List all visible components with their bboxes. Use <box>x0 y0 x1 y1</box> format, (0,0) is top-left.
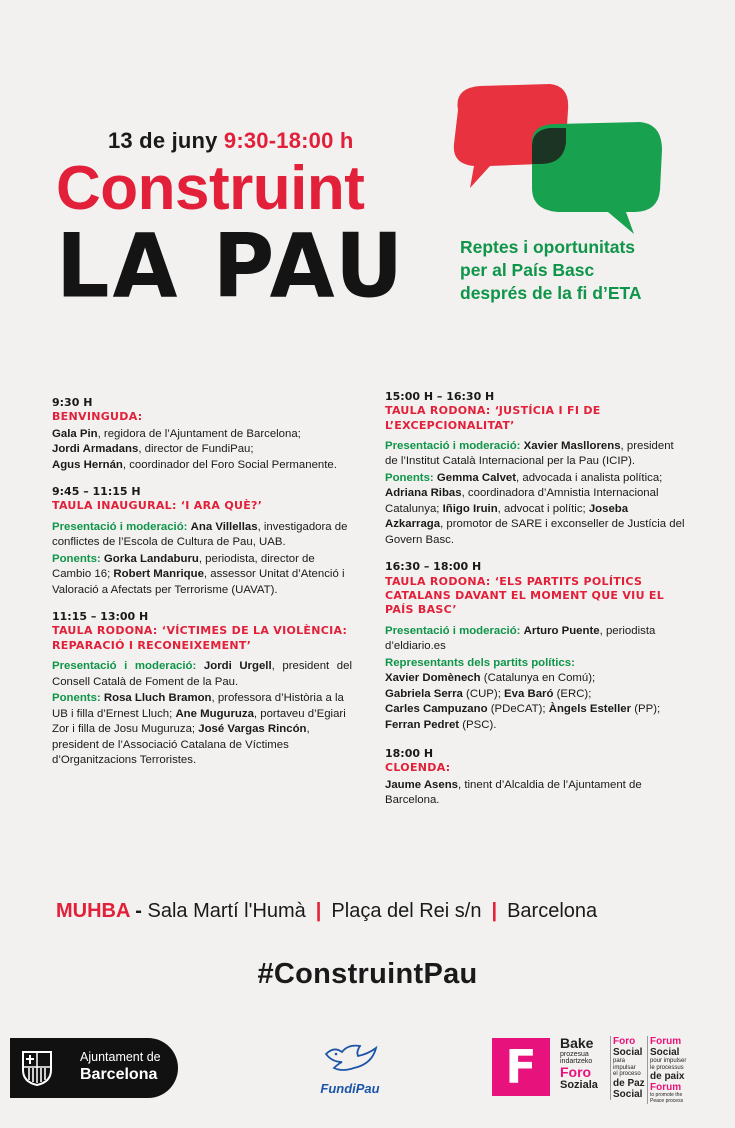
fundipau-logo <box>305 1040 395 1100</box>
venue-room: Sala Martí l'Humà <box>147 900 306 922</box>
title-la-pau: LA PAU <box>56 214 407 318</box>
date-text: 13 de juny <box>108 128 218 153</box>
venue-separator: | <box>491 900 498 922</box>
session-heading: TAULA INAUGURAL: ‘I ARA QUÈ?’ <box>52 499 263 513</box>
barcelona-shield-icon <box>20 1050 54 1086</box>
session-time: 16:30 – 18:00 H <box>385 560 482 574</box>
venue-name: MUHBA <box>56 900 130 922</box>
speaker-line: Gala Pin, regidora de l’Ajuntament de Barcelona; <box>52 427 301 440</box>
session-heading: TAULA RODONA: ‘ELS PARTITS POLÍTICS CATALANS DAVANT EL MOMENT QUE VIU EL PAÍS BASC’ <box>385 574 665 617</box>
speaker-line: Agus Hernán, coordinador del Foro Social Permanente. <box>52 458 337 471</box>
session-parties <box>385 560 685 733</box>
event-date <box>108 128 353 154</box>
venue-address: Plaça del Rei s/n <box>331 900 482 922</box>
party-line: Carles Campuzano (PDeCAT); Àngels Esteller (PP); <box>385 703 661 716</box>
foro-french-english: Forum Social pour impulser le processus de paix Forum to promote the Peace process <box>647 1036 693 1104</box>
session-time: 18:00 H <box>385 747 434 761</box>
ajuntament-line1: Ajuntament de <box>80 1050 161 1064</box>
venue-dash: - <box>129 900 148 922</box>
parties-label: Representants dels partits polítics: <box>385 656 575 669</box>
session-heading: BENVINGUDA: <box>52 410 143 424</box>
venue-separator: | <box>315 900 322 922</box>
session-time: 15:00 H – 16:30 H <box>385 390 495 403</box>
program-left-column <box>52 396 352 781</box>
party-line: Gabriela Serra (CUP); Eva Baró (ERC); <box>385 687 592 700</box>
session-justice <box>385 390 685 548</box>
session-inaugural <box>52 485 352 598</box>
moderation: Presentació i moderació: Jordi Urgell, president del Consell Català de Foment de la Pau. <box>52 660 353 688</box>
foro-basque: Bake prozesua indartzeko Foro Soziala <box>560 1035 598 1092</box>
dove-icon <box>320 1040 380 1076</box>
venue-city: Barcelona <box>507 900 598 922</box>
session-closing <box>385 747 685 809</box>
session-time: 11:15 – 13:00 H <box>52 610 149 624</box>
session-heading: TAULA RODONA: ‘JUSTÍCIA I FI DE L’EXCEPCIONALITAT’ <box>385 404 601 432</box>
hashtag: #ConstruintPau <box>257 958 478 990</box>
party-line: Ferran Pedret (PSC). <box>385 718 497 731</box>
party-line: Xavier Domènech (Catalunya en Comú); <box>385 672 596 685</box>
ponents: Ponents: Rosa Lluch Bramon, professora d’Història a la UB i filla d’Ernest Lluch; Ane Muguruza, portaveu d’Egiari Zor i filla de Josu Muguruza; José Vargas Rincón, president de l’Associació Catalana de Víctimes d’Organitzacions Terroristes. <box>52 692 346 767</box>
ponents: Ponents: Gemma Calvet, advocada i analista política; Adriana Ribas, coordinadora d’Amnistia Internacional Catalunya; Iñigo Iruin, advocat i polític; Joseba Azkarraga, promotor de SARE i exconseller de Justícia del Govern Basc. <box>385 471 685 546</box>
program-right-column <box>385 390 685 821</box>
title-construint: Construint <box>56 154 365 223</box>
time-text: 9:30-18:00 h <box>223 128 354 153</box>
venue-line <box>56 900 597 923</box>
speaker-line: Jaume Asens, tinent d’Alcaldia de l’Ajuntament de Barcelona. <box>385 778 642 807</box>
ponents: Ponents: Gorka Landaburu, periodista, director de Cambio 16; Robert Manrique, assessor Unitat d’Atenció i Valoració a Afectats per Terrorisme (UAVAT). <box>52 552 345 596</box>
session-time: 9:45 – 11:15 H <box>52 485 141 499</box>
subtitle-line: després de la fi d’ETA <box>460 283 642 304</box>
speech-bubbles-icon <box>440 80 690 240</box>
fundipau-name: FundiPau <box>320 1081 380 1096</box>
ajuntament-line2: Barcelona <box>80 1066 158 1083</box>
subtitle <box>460 236 700 305</box>
moderation: Presentació i moderació: Xavier Masllorens, president de l’Institut Català Internacional per la Pau (ICIP). <box>385 439 674 468</box>
session-victims <box>52 610 352 768</box>
moderation: Presentació i moderació: Ana Villellas, investigadora de conflictes de l’Escola de Cultura de Pau, UAB. <box>52 520 348 549</box>
session-time: 9:30 H <box>52 396 93 409</box>
session-heading: CLOENDA: <box>385 761 451 775</box>
subtitle-line: per al País Basc <box>460 260 595 281</box>
session-welcome <box>52 396 352 473</box>
subtitle-line: Reptes i oportunitats <box>460 237 636 257</box>
moderation: Presentació i moderació: Arturo Puente, periodista d’eldiario.es <box>385 624 656 653</box>
foro-spanish: Foro Social para impulsar el proceso de Paz Social <box>610 1036 646 1100</box>
session-heading: TAULA RODONA: ‘VÍCTIMES DE LA VIOLÈNCIA: REPARACIÓ I RECONEIXEMENT’ <box>52 624 348 652</box>
speaker-line: Jordi Armadans, director de FundiPau; <box>52 443 254 456</box>
foro-social-logo <box>492 1035 692 1104</box>
ajuntament-barcelona-logo <box>10 1038 178 1098</box>
foro-f-icon: F <box>492 1038 550 1096</box>
